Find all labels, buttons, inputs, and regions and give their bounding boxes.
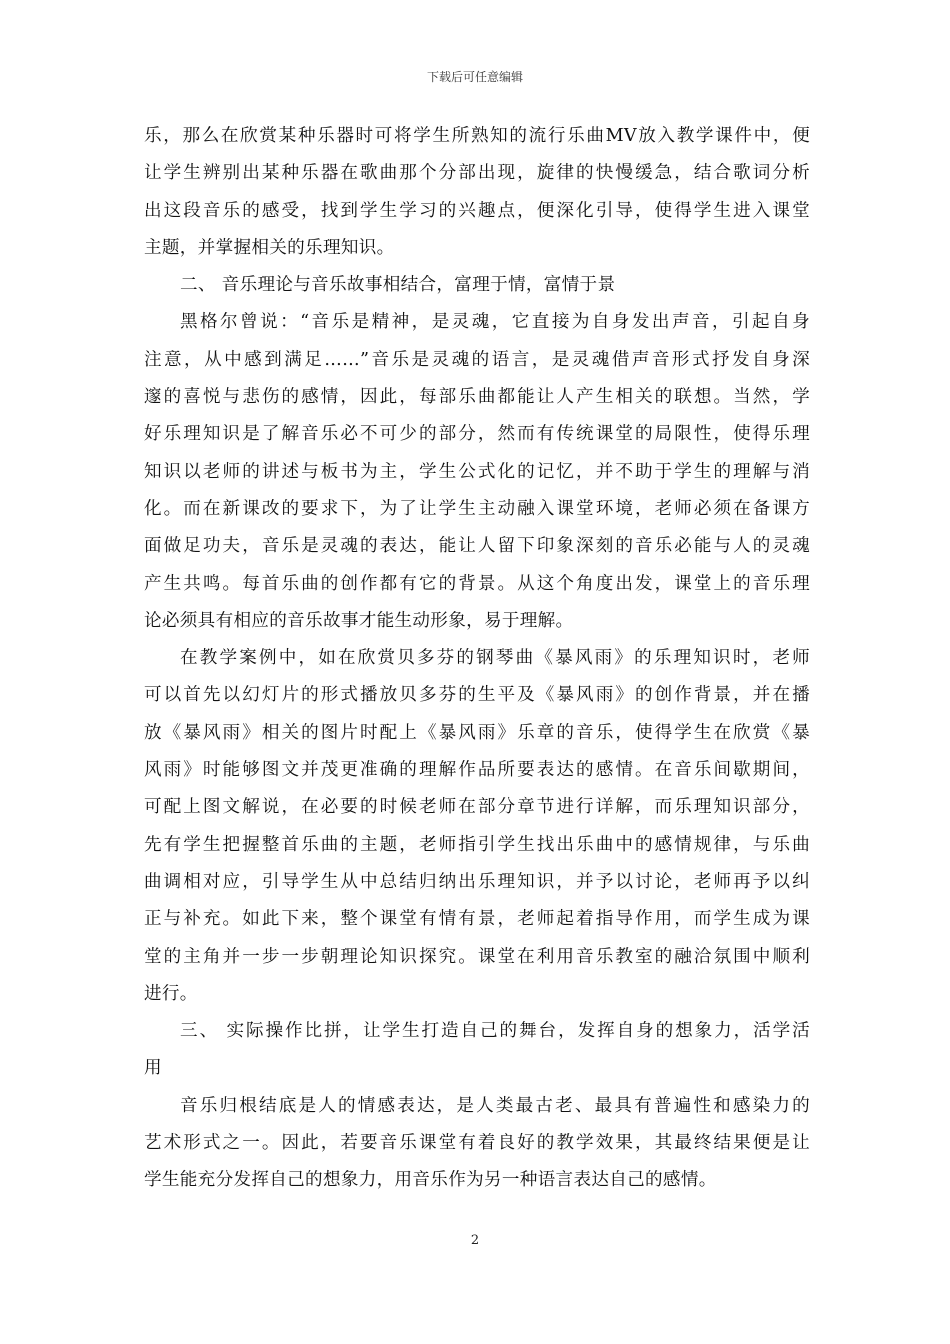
text-line: 在教学案例中，如在欣赏贝多芬的钢琴曲《暴风雨》的乐理知识时，老师 bbox=[180, 648, 810, 669]
text-line: 知识以老师的讲述与板书为主，学生公式化的记忆，并不助于学生的理解与消 bbox=[144, 461, 810, 482]
text-line: 学生能充分发挥自己的想象力，用音乐作为另一种语言表达自己的感情。 bbox=[144, 1170, 717, 1191]
text-line: 出这段音乐的感受，找到学生学习的兴趣点，便深化引导，使得学生进入课堂 bbox=[144, 200, 810, 221]
text-line: 风雨》时能够图文并茂更准确的理解作品所要表达的感情。在音乐间歇期间， bbox=[144, 760, 810, 781]
text-line: 二、 音乐理论与音乐故事相结合，富理于情，富情于景 bbox=[180, 275, 616, 296]
page-number: 2 bbox=[470, 1233, 480, 1248]
text-line: 先有学生把握整首乐曲的主题，老师指引学生找出乐曲中的感情规律，与乐曲 bbox=[144, 834, 810, 855]
text-line: 音乐归根结底是人的情感表达，是人类最古老、最具有普遍性和感染力的 bbox=[180, 1095, 810, 1116]
page-header: 下载后可任意编辑 bbox=[426, 70, 523, 84]
text-line: 可配上图文解说，在必要的时候老师在部分章节进行详解，而乐理知识部分， bbox=[144, 797, 810, 818]
text-line: 三、 实际操作比拼，让学生打造自己的舞台，发挥自身的想象力，活学活 bbox=[180, 1021, 810, 1042]
text-line: 用 bbox=[144, 1058, 162, 1079]
text-line: 乐，那么在欣赏某种乐器时可将学生所熟知的流行乐曲MV放入教学课件中，便 bbox=[144, 126, 810, 146]
text-line: 邃的喜悦与悲伤的感情，因此，每部乐曲都能让人产生相关的联想。当然，学 bbox=[144, 387, 810, 408]
document-body bbox=[144, 118, 810, 1200]
text-line: 注意，从中感到满足……”音乐是灵魂的语言，是灵魂借声音形式抒发自身深 bbox=[144, 349, 810, 370]
text-line: 曲调相对应，引导学生从中总结归纳出乐理知识，并予以讨论，老师再予以纠 bbox=[144, 871, 810, 892]
text-line: 艺术形式之一。因此，若要音乐课堂有着良好的教学效果，其最终结果便是让 bbox=[144, 1133, 810, 1154]
text-line: 论必须具有相应的音乐故事才能生动形象，易于理解。 bbox=[144, 610, 574, 631]
text-line: 主题，并掌握相关的乐理知识。 bbox=[144, 237, 395, 258]
text-line: 进行。 bbox=[144, 983, 198, 1004]
text-line: 黑格尔曾说：“音乐是精神，是灵魂，它直接为自身发出声音，引起自身 bbox=[180, 312, 810, 333]
text-line: 堂的主角并一步一步朝理论知识探究。课堂在利用音乐教室的融洽氛围中顺利 bbox=[144, 946, 810, 967]
text-line: 好乐理知识是了解音乐必不可少的部分，然而有传统课堂的局限性，使得乐理 bbox=[144, 424, 810, 445]
text-line: 可以首先以幻灯片的形式播放贝多芬的生平及《暴风雨》的创作背景，并在播 bbox=[144, 685, 810, 706]
text-line: 正与补充。如此下来，整个课堂有情有景，老师起着指导作用，而学生成为课 bbox=[144, 909, 810, 930]
text-line: 让学生辨别出某种乐器在歌曲那个分部出现，旋律的快慢缓急，结合歌词分析 bbox=[144, 163, 810, 184]
text-line: 面做足功夫，音乐是灵魂的表达，能让人留下印象深刻的音乐必能与人的灵魂 bbox=[144, 536, 810, 557]
text-line: 化。而在新课改的要求下，为了让学生主动融入课堂环境，老师必须在备课方 bbox=[144, 498, 810, 519]
text-line: 放《暴风雨》相关的图片时配上《暴风雨》乐章的音乐，使得学生在欣赏《暴 bbox=[144, 722, 810, 743]
text-line: 产生共鸣。每首乐曲的创作都有它的背景。从这个角度出发，课堂上的音乐理 bbox=[144, 573, 810, 594]
